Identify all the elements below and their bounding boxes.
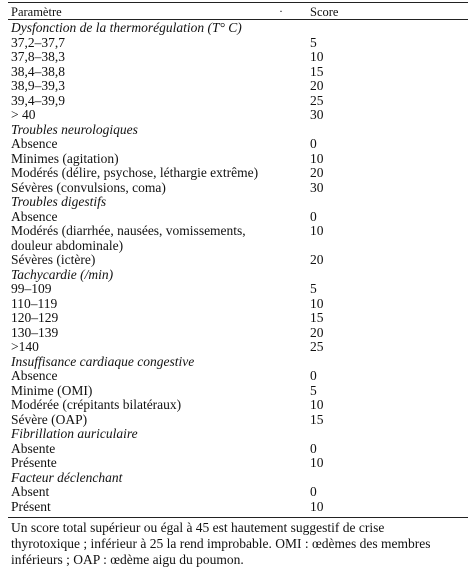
parameter-cell: douleur abdominale) [11,237,124,253]
score-cell: 20 [310,78,324,93]
parameter-cell: Modérée (crépitants bilatéraux) [11,397,182,412]
parameter-cell: 120–129 [11,310,59,325]
score-cell: 25 [310,339,324,354]
score-table [8,0,468,578]
score-cell: 10 [310,223,324,238]
footnote-line: Un score total supérieur ou égal à 45 est hautement suggestif de crise [11,520,385,535]
section-label: Troubles digestifs [11,194,107,209]
parameter-cell: 110–119 [11,295,58,311]
section-label: Fibrillation auriculaire [11,426,138,441]
parameter-cell: Sévères (ictère) [11,252,96,267]
header-marker: · [279,4,283,18]
table-row [8,499,468,517]
parameter-cell: 99–109 [11,281,52,296]
parameter-cell: Absence [11,368,58,383]
parameter-cell: Absence [11,208,58,224]
score-cell: 0 [310,208,317,224]
score-cell: 30 [310,179,324,195]
section-label: Tachycardie (/min) [11,266,114,282]
parameter-cell: Présent [11,498,51,514]
score-cell: 20 [310,324,324,340]
score-cell: 10 [310,397,324,412]
score-cell: 0 [310,136,317,151]
score-cell: 20 [310,252,324,267]
score-cell: 5 [310,382,317,398]
parameter-cell: 38,9–39,3 [11,78,65,93]
parameter-cell: 37,2–37,7 [11,34,65,50]
score-cell: 5 [310,281,317,296]
score-cell: 25 [310,92,324,108]
score-cell: 20 [310,165,324,180]
score-cell: 10 [310,49,324,64]
score-cell: 10 [310,150,324,166]
parameter-cell: >140 [11,339,39,354]
parameter-cell: 38,4–38,8 [11,63,65,79]
parameter-cell: Présente [11,455,57,470]
parameter-cell: Absent [11,484,50,499]
parameter-cell: 130–139 [11,324,59,340]
score-cell: 10 [310,498,324,514]
parameter-cell: Sévère (OAP) [11,411,88,427]
parameter-cell: Absente [11,440,56,456]
score-cell: 10 [310,295,324,311]
column-header-score: Score [310,5,339,19]
score-cell: 0 [310,440,317,456]
section-label: Facteur déclenchant [11,469,123,485]
score-cell: 15 [310,411,324,427]
footnote-line: thyrotoxique ; inférieur à 25 la rend improbable. OMI : œdèmes des membres [11,536,431,551]
score-cell: 15 [310,63,324,79]
section-label: Dysfonction de la thermorégulation (T° C) [11,20,242,35]
parameter-cell: Minime (OMI) [11,382,93,398]
parameter-cell: > 40 [11,107,36,122]
parameter-cell: Sévères (convulsions, coma) [11,179,166,195]
parameter-cell: Modérés (délire, psychose, léthargie extrême) [11,165,259,180]
score-cell: 30 [310,107,324,122]
parameter-cell: 37,8–38,3 [11,49,65,64]
score-cell: 10 [310,455,324,470]
parameter-cell: Modérés (diarrhée, nausées, vomissements, [11,223,246,238]
column-header-parameter: Paramètre [11,5,62,19]
parameter-cell: 39,4–39,9 [11,92,65,108]
parameter-cell: Absence [11,136,58,151]
table-top-rule [8,2,468,3]
score-cell: 5 [310,34,317,50]
table-bottom-rule [8,517,468,518]
parameter-cell: Minimes (agitation) [11,150,119,166]
section-label: Troubles neurologiques [11,121,138,137]
footnote-line: inférieurs ; OAP : œdème aigu du poumon. [11,552,244,567]
score-cell: 0 [310,368,317,383]
score-cell: 15 [310,310,324,325]
score-cell: 0 [310,484,317,499]
section-label: Insuffisance cardiaque congestive [11,353,195,369]
table-footnote [11,520,467,568]
